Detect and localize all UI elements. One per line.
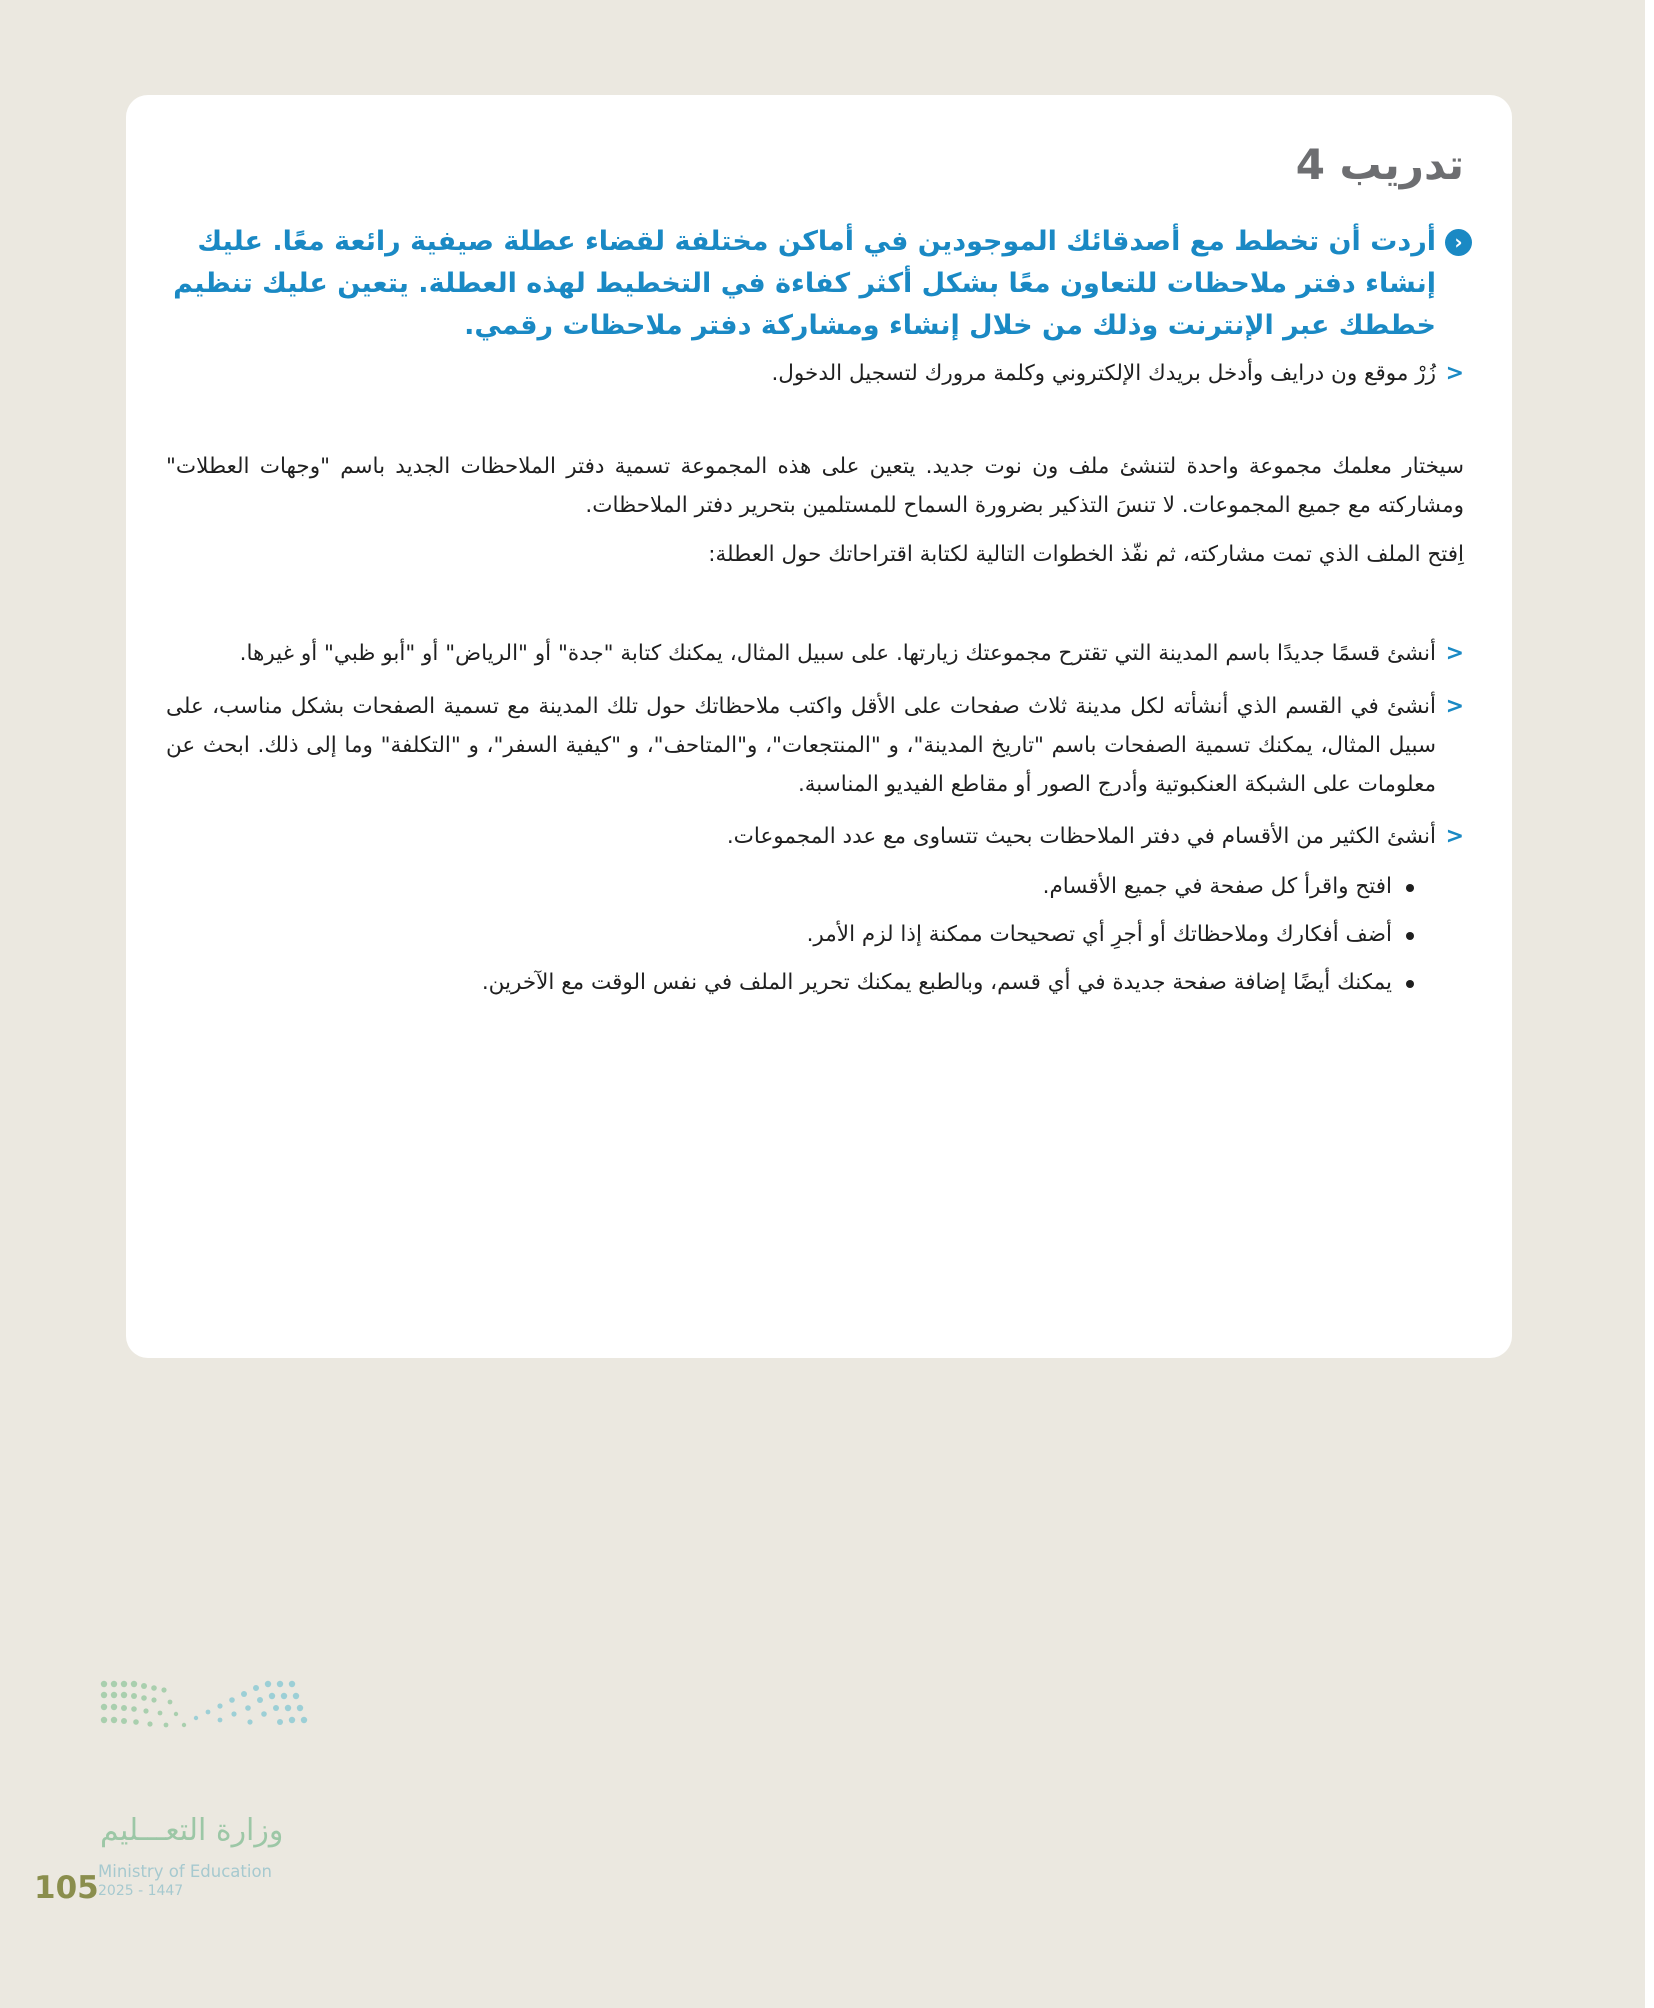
ministry-year: 2025 - 1447: [98, 1883, 184, 1899]
intro-text: أردت أن تخطط مع أصدقائك الموجودين في أماكن مختلفة لقضاء عطلة صيفية رائعة معًا. عليك إنشاء دفتر ملاحظات للتعاون معًا بشكل أكثر كفاءة في التخطيط لهذه العطلة. يتعين عليك تنظيم خططك عبر الإنترنت وذلك من خلال إنشاء ومشاركة دفتر ملاحظات رقمي.: [173, 226, 1436, 341]
exercise-card: [126, 95, 1512, 1358]
bullet-dot-icon: [1406, 932, 1414, 940]
ministry-name-english: Ministry of Education: [98, 1862, 273, 1881]
step-text: أنشئ في القسم الذي أنشأته لكل مدينة ثلاث صفحات على الأقل واكتب ملاحظاتك حول تلك المدينة مع تسمية الصفحات بشكل مناسب، على سبيل المثال، يمكنك تسمية الصفحات باسم "تاريخ المدينة"، و "المنتجعات"، و"المتاحف"، و "كيفية السفر"، و "التكلفة" وما إلى ذلك. ابحث عن معلومات على الشبكة العنكبوتية وأدرج الصور أو مقاطع الفيديو المناسبة.: [166, 694, 1436, 797]
chevron-left-icon: <: [1445, 641, 1464, 666]
step-item: [166, 687, 1464, 804]
bullet-dot-icon: [1406, 980, 1414, 988]
step-item: [166, 634, 1464, 673]
open-file-paragraph: اِفتح الملف الذي تمت مشاركته، ثم نفّذ الخطوات التالية لكتابة اقتراحاتك حول العطلة:: [708, 542, 1464, 567]
chevron-left-icon: <: [1445, 824, 1464, 849]
ministry-name-arabic: وزارة التعـــليم: [100, 1813, 284, 1848]
page-edge: [1645, 0, 1654, 2008]
chevron-left-icon: <: [1445, 361, 1464, 386]
teacher-paragraph: سيختار معلمك مجموعة واحدة لتنشئ ملف ون نوت جديد. يتعين على هذه المجموعة تسمية دفتر الملاحظات الجديد باسم "وجهات العطلات" ومشاركته مع جميع المجموعات. لا تنسَ التذكير بضرورة السماح للمستلمين بتحرير دفتر الملاحظات.: [166, 454, 1464, 518]
bullet-list: [166, 868, 1464, 1002]
bullet-item: [166, 916, 1414, 954]
bullet-text: افتح واقرأ كل صفحة في جميع الأقسام.: [1042, 874, 1392, 899]
exercise-content: [166, 95, 1464, 1012]
step-text: أنشئ الكثير من الأقسام في دفتر الملاحظات بحيث تتساوى مع عدد المجموعات.: [726, 824, 1436, 849]
step-text: أنشئ قسمًا جديدًا باسم المدينة التي تقترح مجموعتك زيارتها. على سبيل المثال، يمكنك كتابة "جدة" أو "الرياض" أو "أبو ظبي" أو غيرها.: [239, 641, 1436, 666]
bullet-text: أضف أفكارك وملاحظاتك أو أجرِ أي تصحيحات ممكنة إذا لزم الأمر.: [806, 922, 1392, 947]
bullet-item: [166, 868, 1414, 906]
bullet-item: [166, 964, 1414, 1002]
chevron-circle-left-icon: ‹: [1445, 229, 1472, 256]
page-number: 105: [34, 1870, 99, 1906]
bullet-dot-icon: [1406, 884, 1414, 892]
login-step: [166, 355, 1464, 393]
exercise-title: تدريب 4: [1295, 140, 1464, 189]
login-step-text: زُرْ موقع ون درايف وأدخل بريدك الإلكتروني وكلمة مرورك لتسجيل الدخول.: [771, 361, 1436, 386]
step-item: [166, 818, 1464, 856]
bullet-text: يمكنك أيضًا إضافة صفحة جديدة في أي قسم، وبالطبع يمكنك تحرير الملف في نفس الوقت مع الآخرين.: [481, 970, 1392, 995]
ministry-logo-dots-icon: [100, 1680, 320, 1880]
chevron-left-icon: <: [1445, 694, 1464, 719]
exercise-intro: [166, 221, 1464, 347]
